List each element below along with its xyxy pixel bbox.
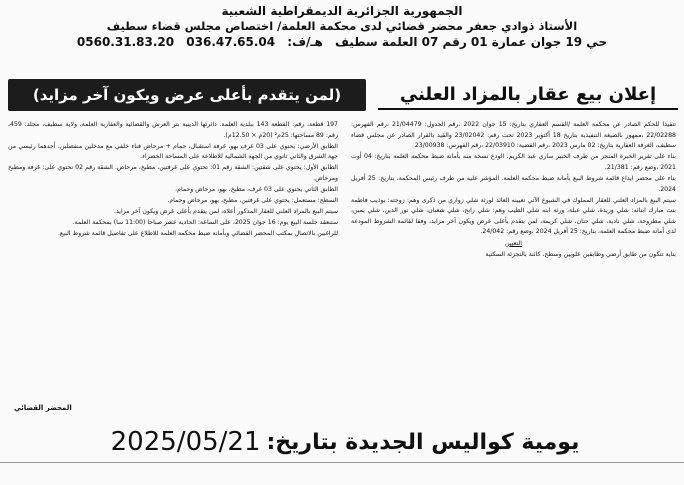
phone-number-1: 036.47.65.04 xyxy=(186,35,276,49)
phone-number-2: 0560.31.83.20 xyxy=(76,35,175,49)
right-text-column xyxy=(351,120,676,261)
phone-label: هـ/ف: xyxy=(287,35,323,49)
announcement-subtitle: (لمن يتقدم بأعلى عرض ويكون آخر مزايد) xyxy=(8,79,366,111)
bailiff-name: الأستاذ ذوادي جعفر محضر قضائي لدى محكمة العلمة/ اختصاص مجلس قضاء سطيف xyxy=(106,19,578,33)
publication-date: 2025/05/21 xyxy=(110,427,261,457)
left-text-column xyxy=(8,120,338,241)
paragraph: 197 قطعة، رقم: القطعة 143 ببلدية العلمة. دائرتها الدينية بتر العرش والقضائية والعقارية العلمة، ولاية سطيف، مجلد: 459، رقم: 89 مساحتها: 25م² (20م × 12.50م). xyxy=(8,121,338,139)
paragraph: الطابق الأول: يحتوي على شقتين: الشقة رقم 01: تحتوي على غرفتين، مطبخ، مرحاض. الشقة رقم 02 تحتوي على: غرفة ومطبخ ومرحاض. xyxy=(8,164,338,182)
bottom-divider xyxy=(0,462,684,463)
paragraph: بناء على محضر ايداع قائمة شروط البيع بأمانة ضبط محكمة العلمة. المؤشر عليه من طرف رئيس المحكمة، بتاريخ: 25 أفريل 2024. xyxy=(351,174,677,193)
paragraph: للراغبين بالاتصال بمكتب المحضر القضائي وبأمانة ضبط محكمة العلمة للاطلاع على تفاصيل قائمة شروط البيع. xyxy=(57,230,338,238)
paragraph: ستنعقد جلسة البيع يوم: 16 جوان 2025، على الساعة: الحادية عشر صباحا (11:00 سا) بمحكمة العلمة. xyxy=(72,219,338,227)
announcement-title: إعلان بيع عقار بالمزاد العلني xyxy=(378,80,678,110)
section-heading: التعيين xyxy=(505,239,522,247)
paragraph: الطابق الأرضي: يحتوي على 03 غرف بهو، غرفة استقبال، حمام + مرحاض فناء خلفي مع مدخلين منفصلين، أحدهما رئيسي من جهة الشرق والثاني ثانوي من الجهة الشمالية للاطلاعة على المساحة الخضراء. xyxy=(8,142,338,161)
paragraph: سيتم البيع بالمزاد العلني للعقار المذكور أعلاه، لمن يتقدم بأعلى عرض ويكون آخر مزايد. xyxy=(114,208,338,216)
publication-label: يومية كواليس الجديدة بتاريخ: xyxy=(266,429,580,455)
paragraph: بناية تتكون من طابق أرضي وطابقين علويين وسطح، كائنة بالتجزئة السكنية xyxy=(485,250,676,258)
republic-title: الجمهورية الجزائرية الديمقراطية الشعبية xyxy=(221,4,463,18)
bailiff-contact xyxy=(0,34,684,51)
paragraph: السطح: مستعمل: يحتوي على غرفتين، مطبخ، بهو، مرحاض وحمام. xyxy=(167,197,338,205)
publication-footer xyxy=(0,425,684,459)
paragraph: بناء على تقرير الخبرة المنجز من طرف الخبير ساري عبد الكريم. الودع نسخة منه بأمانة ضبط محكمة العلمة بتاريخ: 04 أوت 2021 ،وضع رقم: 21/381. xyxy=(351,153,676,171)
paragraph: سيتم البيع بالمزاد العلني للعقار المملوك في الشيوع الآتي تعيينه العائد لورثة شلي زواري من ذكرى وهم: زوجته: بوذيب فاطمة بنت مبارك ابنائه: شلي وريدة، شلي عبلة، ورثة ابنه شلي الطيب وهم: شلي رابح، شلي شعبان، شلي نور الدين، شلي يمين، شلي مطروحة، شلي نادية، شلي حنان، شلي كريمة، لمن يتقدم بأعلى عرض ويكون آخر مزايد، وفقا لقائمة الشروط المودعة لدى أمانة ضبط محكمة العلمة، بتاريخ: 25 أفريل 2024 ،وضع رقم: 24/042. xyxy=(351,196,676,236)
bailiff-address: حي 19 جوان عمارة 01 رقم 07 العلمة سطيف xyxy=(335,35,608,49)
paragraph: تنفيذا للحكم الصادر عن محكمة العلمة /القسم العقاري بتاريخ: 15 جوان 2022 ،رقم الجدول: 21/04479 ،رقم الفهرس: 22/02288 ،ممهور بالصيغة التنفيذية بتاريخ 18 أكتوبر 2023 تحت رقم: 23/02042 والقيد بالقرار الصادر عن مجلس قضاء سطيف، الغرفة العقارية بتاريخ: 02 مارس 2023 ،رقم القضية: 22/03910 ،رقم الفهرس: 23/00938 xyxy=(351,121,676,150)
bailiff-header xyxy=(0,4,684,51)
paragraph: الطابق الثاني يحتوي على 03 غرف، مطبخ، بهو، مرحاض وحمام. xyxy=(175,186,338,194)
bailiff-signature: المحضر القضائي xyxy=(14,404,72,412)
